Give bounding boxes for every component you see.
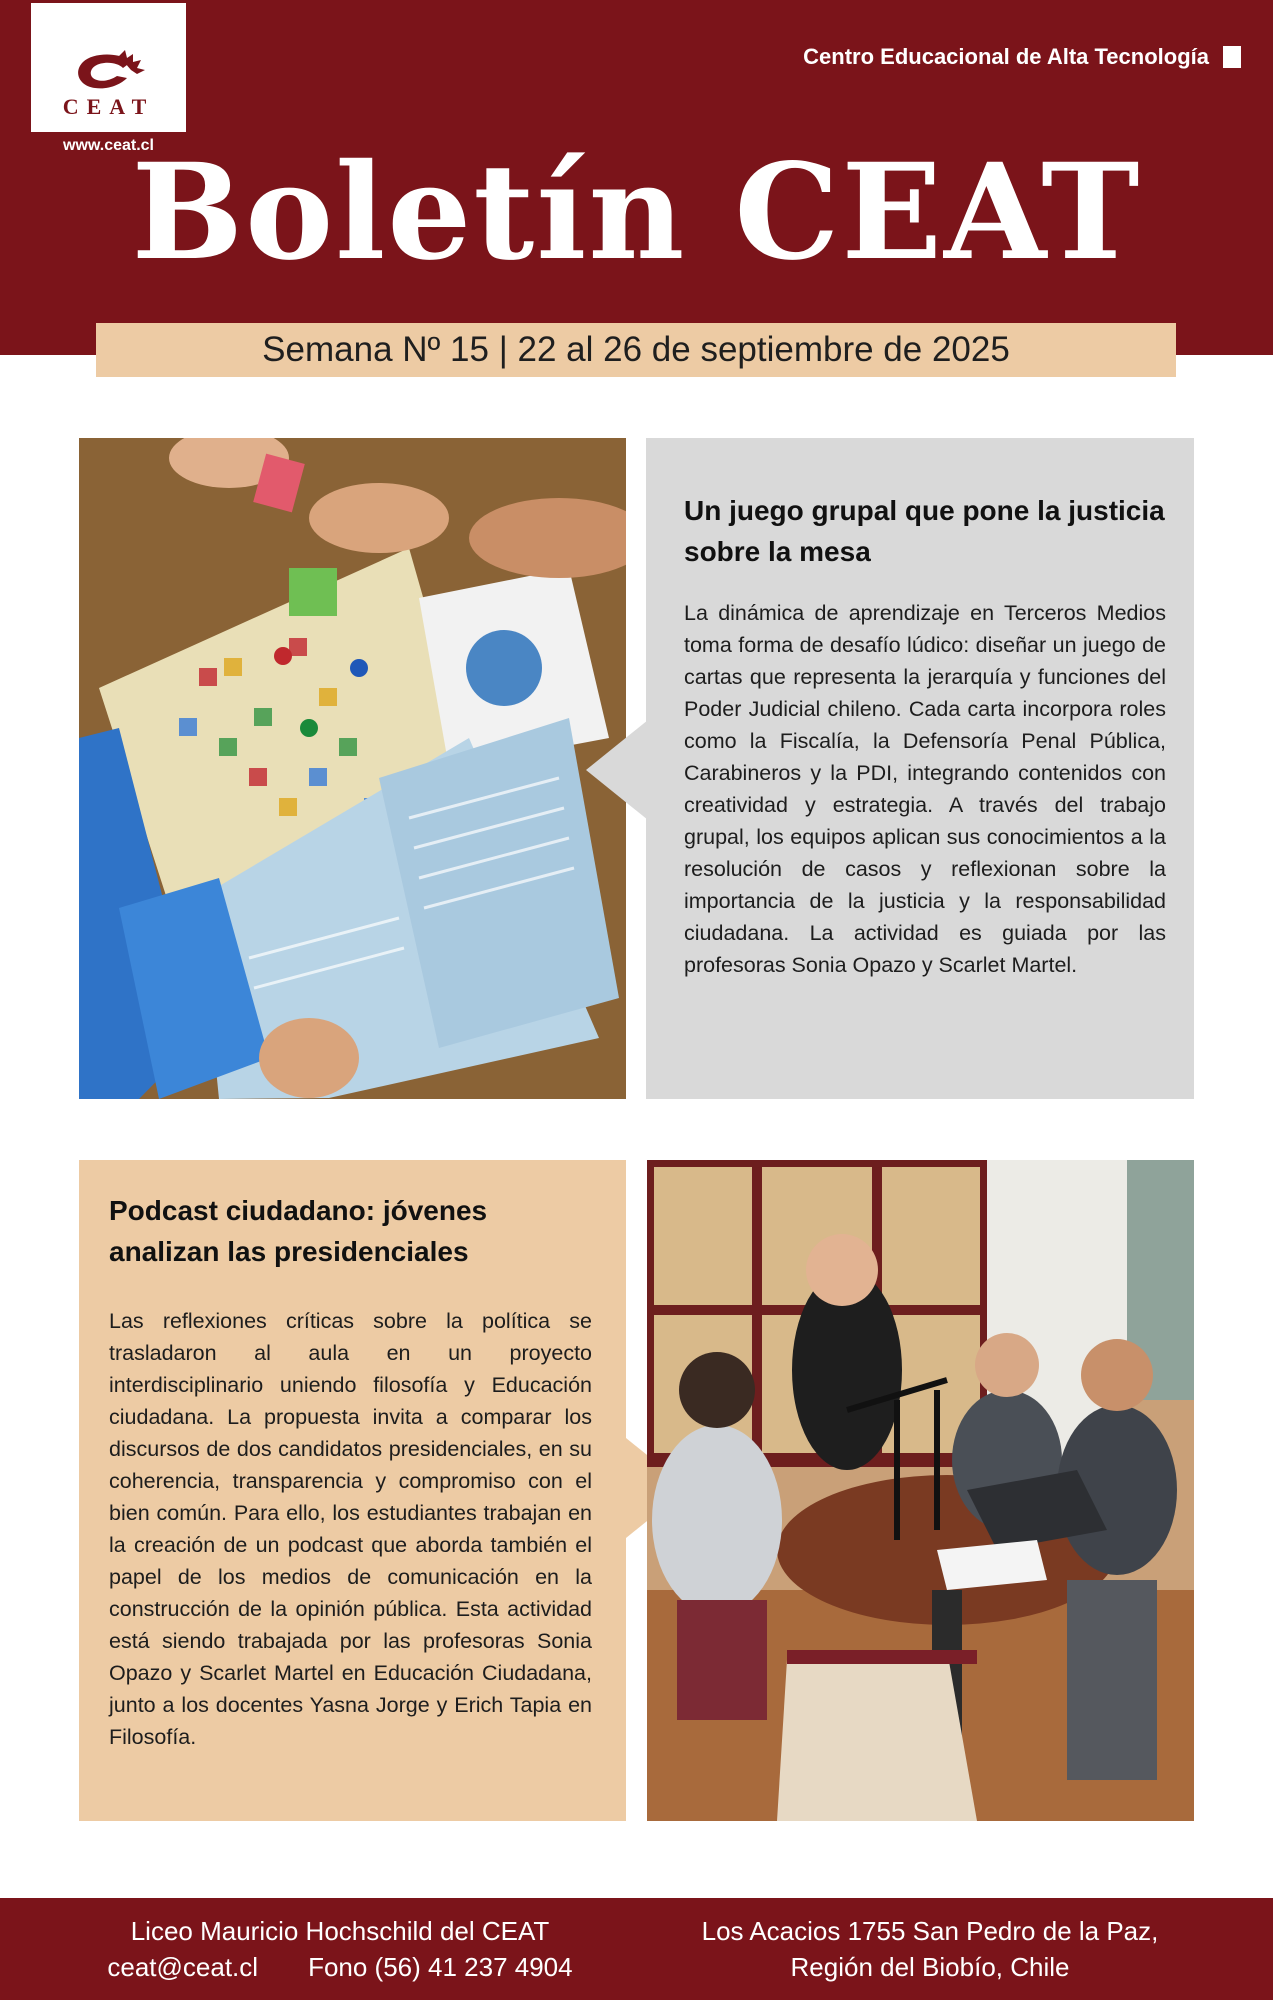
contact-line xyxy=(80,1949,600,1985)
article-title: Podcast ciudadano: jóvenes analizan las presidenciales xyxy=(109,1195,488,1267)
footer-address xyxy=(660,1913,1200,1985)
logo-text: CEAT xyxy=(62,94,155,119)
header-banner xyxy=(0,0,1273,355)
article-title: Un juego grupal que pone la justicia sobre la mesa xyxy=(684,495,1165,567)
phone-number: Fono (56) 41 237 4904 xyxy=(308,1952,573,1982)
email-link[interactable]: ceat@ceat.cl xyxy=(107,1952,259,1982)
square-icon xyxy=(1223,46,1241,68)
ceat-logo[interactable] xyxy=(31,3,186,132)
podcast-photo xyxy=(647,1160,1194,1821)
institution-name xyxy=(803,44,1241,70)
footer xyxy=(0,1898,1273,2000)
speech-pointer xyxy=(586,720,648,820)
newsletter-title: Boletín CEAT xyxy=(131,135,1142,290)
article-card-podcast xyxy=(79,1160,626,1821)
address-line-2: Región del Biobío, Chile xyxy=(790,1952,1070,1982)
address-line-1: Los Acacios 1755 San Pedro de la Paz, xyxy=(701,1916,1159,1946)
board-game-photo xyxy=(79,438,626,1099)
footer-contact xyxy=(80,1913,600,1985)
article-body: La dinámica de aprendizaje en Terceros Medios toma forma de desafío lúdico: diseñar un juego de cartas que representa la jerarquía y funciones del Poder Judicial chileno. Cada carta incorpora roles como la Fiscalía, la Defensoría Penal Pública, Carabineros y la PDI, integrando contenidos con creatividad y estrategia. A través del trabajo grupal, los equipos aplican sus conocimientos a la resolución de casos y reflexionan sobre la importancia de la justicia y la responsabilidad ciudadana. La actividad es guiada por las profesoras Sonia Opazo y Scarlet Martel. xyxy=(684,601,1166,977)
article-body: Las reflexiones críticas sobre la política se trasladaron al aula en un proyecto interdisciplinario uniendo filosofía y Educación ciudadana. La propuesta invita a comparar los discursos de dos candidatos presidenciales, en su coherencia, transparencia y compromiso con el bien común. Para ello, los estudiantes trabajan en la creación de un podcast que aborda también el papel de los medios de comunicación en la construcción de la opinión pública. Esta actividad está siendo trabajada por las profesoras Sonia Opazo y Scarlet Martel en Educación Ciudadana, junto a los docentes Yasna Jorge y Erich Tapia en Filosofía. xyxy=(109,1309,592,1749)
institution-label: Centro Educacional de Alta Tecnología xyxy=(803,44,1209,69)
week-banner: Semana Nº 15 | 22 al 26 de septiembre de 2025 xyxy=(96,323,1176,377)
article-card-justicia xyxy=(646,438,1194,1099)
website-link[interactable]: www.ceat.cl xyxy=(63,137,154,154)
school-name: Liceo Mauricio Hochschild del CEAT xyxy=(130,1916,550,1946)
